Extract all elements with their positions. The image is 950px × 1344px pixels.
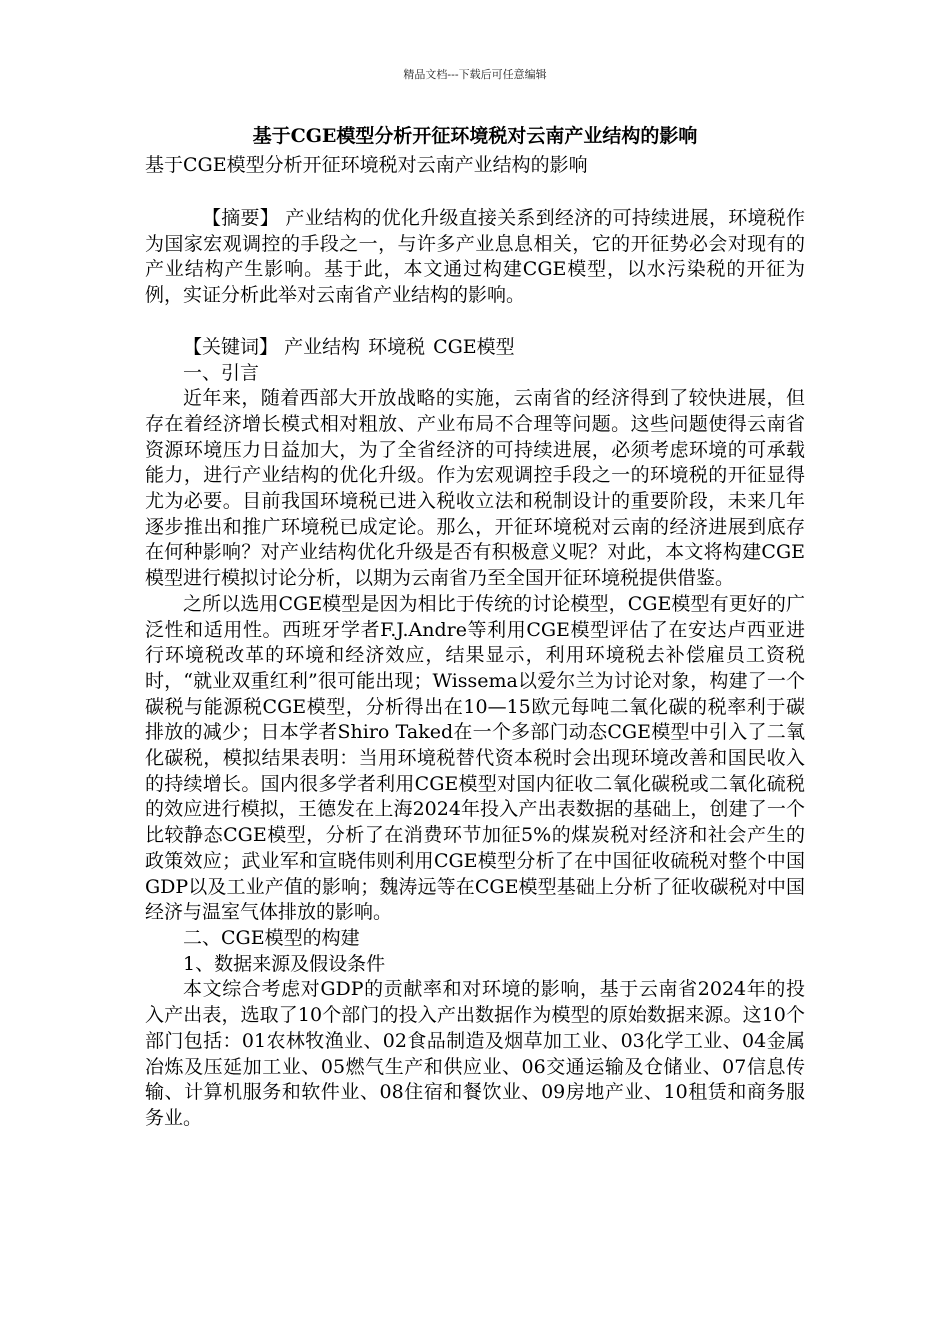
abstract-label: 【摘要】	[202, 207, 280, 229]
subsection-heading-data: 1、数据来源及假设条件	[183, 952, 386, 975]
introduction-paragraph-2: 之所以选用CGE模型是因为相比于传统的讨论模型，CGE模型有更好的广泛性和适用性。西班牙学者F.J.Andre等利用CGE模型评估了在安达卢西亚进行环境税改革的环境和经济效应，结果显示，利用环境税去补偿雇员工资税时，“就业双重红利”很可能出现；Wissema以爱尔兰为讨论对象，构建了一个碳税与能源税CGE模型，分析得出在10—15欧元每吨二氧化碳的税率利于碳排放的减少；日本学者Shiro Taked在一个多部门动态CGE模型中引入了二氧化碳税，模拟结果表明：当用环境税替代资本税时会出现环境改善和国民收入的持续增长。国内很多学者利用CGE模型对国内征收二氧化碳税或二氧化硫税的效应进行模拟，王德发在上海2024年投入产出表数据的基础上，创建了一个比较静态CGE模型，分析了在消费环节加征5%的煤炭税对经济和社会产生的政策效应；武业军和宣晓伟则利用CGE模型分析了在中国征收硫税对整个中国GDP以及工业产值的影响；魏涛远等在CGE模型基础上分析了征收碳税对中国经济与温室气体排放的影响。	[145, 592, 805, 924]
data-paragraph: 本文综合考虑对GDP的贡献率和对环境的影响，基于云南省2024年的投入产出表，选取了10个部门的投入产出数据作为模型的原始数据来源。这10个部门包括：01农林牧渔业、02食品制造及烟草加工业、03化学工业、04金属冶炼及压延加工业、05燃气生产和供应业、06交通运输及仓储业、07信息传输、计算机服务和软件业、08住宿和餐饮业、09房地产业、10租赁和商务服务业。	[145, 978, 805, 1129]
document-title: 基于CGE模型分析开征环境税对云南产业结构的影响	[252, 125, 698, 147]
document-subtitle: 基于CGE模型分析开征环境税对云南产业结构的影响	[145, 154, 588, 176]
section-heading-model: 二、CGE模型的构建	[183, 926, 360, 949]
keywords-line	[145, 335, 805, 361]
keyword-item: CGE模型	[433, 335, 515, 358]
header-note: 精品文档---下载后可任意编辑	[403, 68, 547, 81]
abstract-text: 产业结构的优化升级直接关系到经济的可持续进展，环境税作为国家宏观调控的手段之一，与许多产业息息相关，它的开征势必会对现有的产业结构产生影响。基于此，本文通过构建CGE模型，以水污染税的开征为例，实证分析此举对云南省产业结构的影响。	[145, 207, 805, 307]
abstract-paragraph	[145, 206, 805, 309]
introduction-paragraph-1: 近年来，随着西部大开放战略的实施，云南省的经济得到了较快进展，但存在着经济增长模式相对粗放、产业布局不合理等问题。这些问题使得云南省资源环境压力日益加大，为了全省经济的可持续进展，必须考虑环境的可承载能力，进行产业结构的优化升级。作为宏观调控手段之一的环境税的开征显得尤为必要。目前我国环境税已进入税收立法和税制设计的重要阶段，未来几年逐步推出和推广环境税已成定论。那么，开征环境税对云南的经济进展到底存在何种影响？对产业结构优化升级是否有积极意义呢？对此，本文将构建CGE模型进行模拟讨论分析，以期为云南省乃至全国开征环境税提供借鉴。	[145, 387, 805, 590]
section-heading-introduction: 一、引言	[183, 361, 260, 384]
keywords-label: 【关键词】	[183, 335, 279, 358]
document-body	[145, 122, 805, 1132]
keyword-item: 产业结构	[284, 335, 361, 358]
keyword-item: 环境税	[368, 335, 426, 358]
